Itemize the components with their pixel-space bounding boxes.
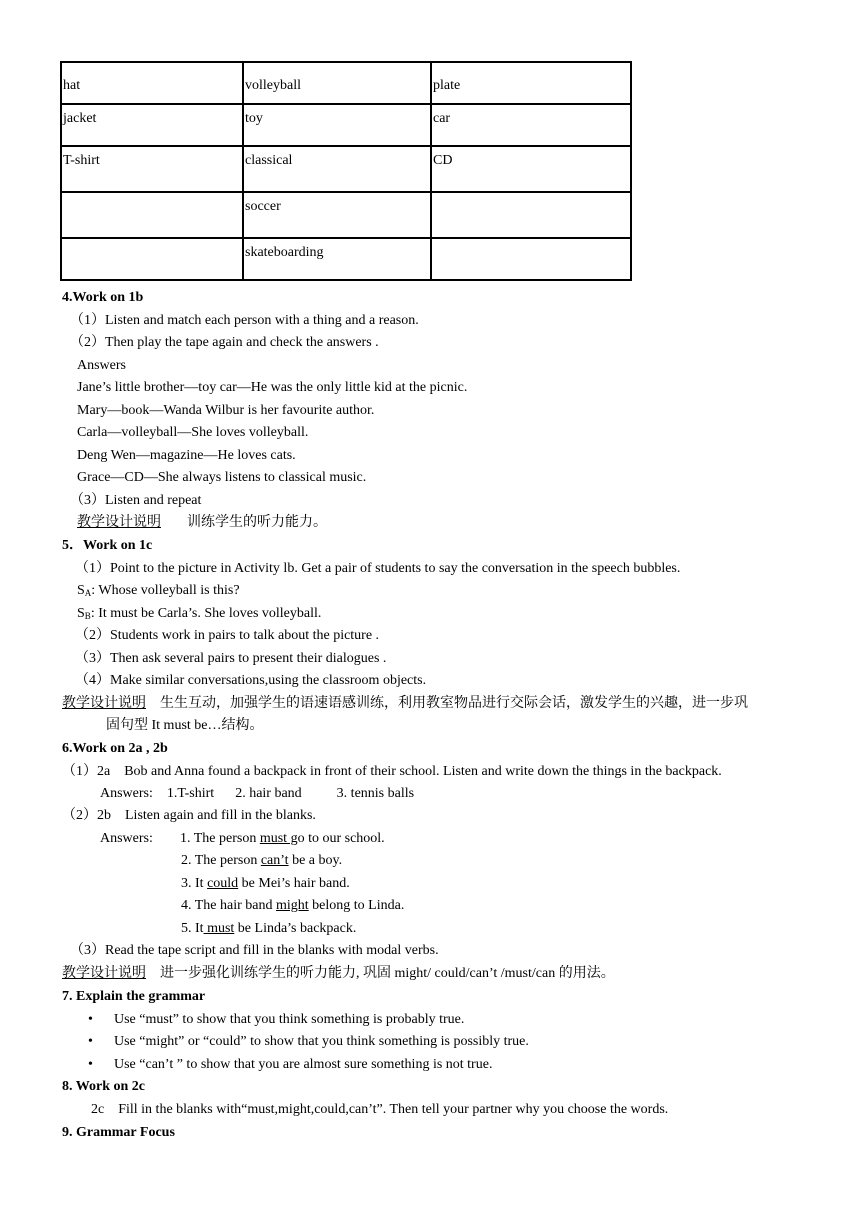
table-cell: soccer bbox=[243, 192, 431, 238]
table-row bbox=[61, 238, 631, 280]
blank-answer bbox=[180, 830, 385, 848]
answer-text: 2. The person bbox=[181, 853, 261, 868]
design-note-text: 进一步强化训练学生的听力能力, 巩固 might/ could/can’t /must/can 的用法。 bbox=[160, 966, 615, 981]
section-heading: 6.Work on 2a , 2b bbox=[62, 741, 168, 756]
table-cell: car bbox=[431, 104, 631, 146]
speaker-sub: B bbox=[84, 611, 91, 621]
bullet-item bbox=[88, 1033, 529, 1051]
step-line: （1）2a Bob and Anna found a backpack in front of their school. Listen and write down the things in the backpack. bbox=[62, 764, 722, 779]
table-cell: volleyball bbox=[243, 62, 431, 104]
table-cell bbox=[431, 238, 631, 280]
table-cell: hat bbox=[61, 62, 243, 104]
answer-text: 4. The hair band bbox=[181, 898, 276, 913]
bullet-text: Use “might” or “could” to show that you think something is possibly true. bbox=[114, 1034, 529, 1049]
dialogue-line bbox=[77, 605, 321, 625]
modal-verb: must g bbox=[259, 831, 298, 846]
step-line: （4）Make similar conversations,using the classroom objects. bbox=[75, 673, 427, 688]
answer-line: Deng Wen—magazine—He loves cats. bbox=[77, 448, 296, 463]
table-cell bbox=[61, 192, 243, 238]
step-line: （3）Read the tape script and fill in the blanks with modal verbs. bbox=[70, 943, 439, 958]
bullet-icon: • bbox=[88, 1012, 93, 1027]
blank-answer bbox=[181, 875, 350, 893]
modal-verb: can’t bbox=[260, 853, 289, 868]
table-cell bbox=[61, 238, 243, 280]
modal-verb: might bbox=[276, 898, 309, 913]
blank-answer bbox=[181, 852, 342, 870]
section-heading: 5．Work on 1c bbox=[62, 538, 153, 553]
section-heading: 7. Explain the grammar bbox=[62, 989, 206, 1004]
table-row bbox=[61, 192, 631, 238]
speaker-label: S bbox=[77, 606, 85, 621]
answer-text: 3. It bbox=[181, 876, 208, 891]
modal-verb: must bbox=[203, 921, 235, 936]
speaker-label: S bbox=[77, 583, 85, 598]
answers-label: Answers: bbox=[100, 831, 153, 846]
design-note-label: 教学设计说明 bbox=[62, 966, 146, 981]
bullet-icon: • bbox=[88, 1057, 93, 1072]
answer-text: be Mei’s hair band. bbox=[238, 876, 350, 891]
table-cell: toy bbox=[243, 104, 431, 146]
answer-line: Answers: 1.T-shirt 2. hair band 3. tennis balls bbox=[100, 786, 415, 801]
answer-line: Mary—book—Wanda Wilbur is her favourite author. bbox=[77, 403, 375, 418]
table-cell: jacket bbox=[61, 104, 243, 146]
answer-text: be a boy. bbox=[288, 853, 343, 868]
design-note bbox=[62, 965, 615, 983]
answer-text: 5. It bbox=[181, 921, 204, 936]
step-line: 2c Fill in the blanks with“must,might,could,can’t”. Then tell your partner why you choose the words. bbox=[91, 1102, 669, 1117]
table-cell bbox=[431, 192, 631, 238]
step-line: （2）2b Listen again and fill in the blanks. bbox=[62, 808, 316, 823]
answer-line: Jane’s little brother—toy car—He was the only little kid at the picnic. bbox=[77, 380, 468, 395]
design-note bbox=[77, 514, 327, 532]
design-note-label: 教学设计说明 bbox=[62, 696, 146, 711]
answer-text: be Linda’s backpack. bbox=[234, 921, 357, 936]
design-note-text: 固句型 It must be…结构。 bbox=[106, 718, 264, 733]
step-line: （1）Listen and match each person with a thing and a reason. bbox=[70, 313, 419, 328]
section-heading: 8. Work on 2c bbox=[62, 1079, 145, 1094]
bullet-item bbox=[88, 1056, 492, 1074]
answer-text: o to our school. bbox=[297, 831, 385, 846]
blank-answer bbox=[181, 897, 404, 915]
vocabulary-table bbox=[60, 61, 632, 281]
table-cell: classical bbox=[243, 146, 431, 192]
bullet-icon: • bbox=[88, 1034, 93, 1049]
table-row bbox=[61, 146, 631, 192]
dialogue-line bbox=[77, 582, 240, 602]
table-cell: skateboarding bbox=[243, 238, 431, 280]
answer-line: Grace—CD—She always listens to classical music. bbox=[77, 470, 367, 485]
section-heading: 9. Grammar Focus bbox=[62, 1125, 175, 1140]
bullet-text: Use “must” to show that you think something is probably true. bbox=[114, 1012, 465, 1027]
table-cell: CD bbox=[431, 146, 631, 192]
table-row bbox=[61, 62, 631, 104]
speaker-sub: A bbox=[84, 588, 92, 598]
design-note bbox=[62, 695, 748, 713]
answer-line: Carla—volleyball—She loves volleyball. bbox=[77, 425, 309, 440]
section-heading: 4.Work on 1b bbox=[62, 290, 144, 305]
answer-text: 1. The person bbox=[180, 831, 260, 846]
bullet-item bbox=[88, 1011, 464, 1029]
table-row bbox=[61, 104, 631, 146]
design-note-text: 训练学生的听力能力。 bbox=[187, 515, 327, 530]
dialogue-text: : It must be Carla’s. She loves volleyball. bbox=[90, 606, 322, 621]
table-cell: T-shirt bbox=[61, 146, 243, 192]
dialogue-text: : Whose volleyball is this? bbox=[91, 583, 240, 598]
blank-answer bbox=[181, 920, 356, 938]
answers-label: Answers bbox=[77, 358, 126, 373]
design-note-text: 生生互动，加强学生的语速语感训练，利用教室物品进行交际会话，激发学生的兴趣，进一步巩 bbox=[160, 696, 748, 711]
step-line: （2）Then play the tape again and check the answers . bbox=[70, 335, 379, 350]
modal-verb: could bbox=[207, 876, 239, 891]
step-line: （3）Listen and repeat bbox=[70, 493, 202, 508]
table-cell: plate bbox=[431, 62, 631, 104]
bullet-text: Use “can’t ” to show that you are almost sure something is not true. bbox=[114, 1057, 493, 1072]
step-line: （1）Point to the picture in Activity lb. Get a pair of students to say the conversation in the speech bubbles. bbox=[75, 561, 681, 576]
step-line: （2）Students work in pairs to talk about the picture . bbox=[75, 628, 380, 643]
design-note-label: 教学设计说明 bbox=[77, 515, 161, 530]
step-line: （3）Then ask several pairs to present their dialogues . bbox=[75, 651, 387, 666]
answer-text: belong to Linda. bbox=[308, 898, 405, 913]
